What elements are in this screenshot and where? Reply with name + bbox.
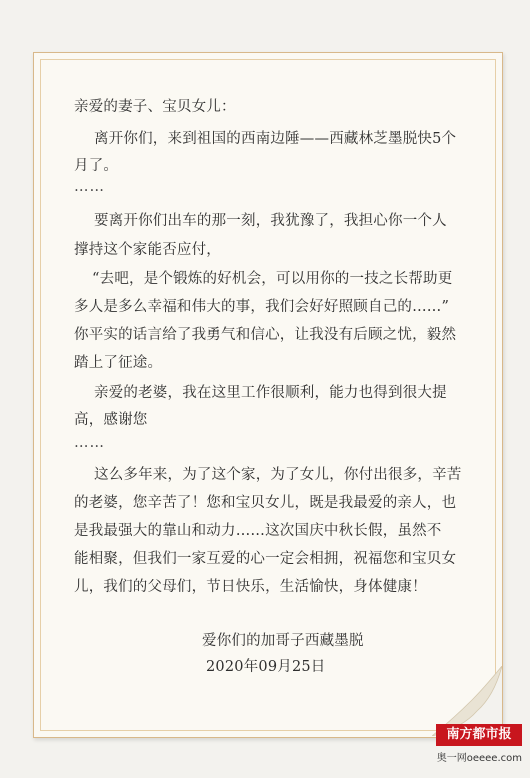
ellipsis-line: …… [74, 179, 105, 195]
letter-line: “去吧，是个锻炼的好机会，可以用你的一技之长帮助更 [92, 271, 453, 287]
letter-line: 离开你们，来到祖国的西南边陲——西藏林芝墨脱快5个 [94, 131, 457, 147]
letter-line: 要离开你们出车的那一刻，我犹豫了，我担心你一个人 [94, 213, 447, 229]
letter-paper [33, 52, 503, 738]
letter-line: 高，感谢您 [74, 412, 148, 428]
ellipsis-line: …… [74, 435, 105, 451]
letter-line: 这么多年来，为了这个家，为了女儿，你付出很多，辛苦 [94, 467, 462, 483]
signature: 爱你们的加哥子西藏墨脱 [202, 633, 364, 649]
letter-line: 踏上了征途。 [74, 355, 163, 371]
website-watermark: 奥一网oeeee.com [436, 753, 522, 764]
letter-line: 多人是多么幸福和伟大的事，我们会好好照顾自己的……” [74, 299, 450, 315]
newspaper-logo: 南方都市报 [436, 724, 522, 746]
letter-line: 的老婆，您辛苦了！您和宝贝女儿，既是我最爱的亲人，也 [74, 495, 457, 511]
letter-line: 你平实的话言给了我勇气和信心，让我没有后顾之忧，毅然 [74, 327, 457, 343]
letter-line: 亲爱的老婆，我在这里工作很顺利，能力也得到很大提 [94, 385, 447, 401]
letter-date: 2020年09月25日 [206, 659, 326, 675]
letter-line: 儿，我们的父母们，节日快乐，生活愉快，身体健康！ [74, 579, 427, 595]
letter-line: 能相聚，但我们一家互爱的心一定会相拥，祝福您和宝贝女 [74, 551, 457, 567]
letter-line: 是我最强大的靠山和动力……这次国庆中秋长假，虽然不 [74, 523, 442, 539]
salutation: 亲爱的妻子、宝贝女儿： [74, 99, 236, 115]
letter-line: 撑持这个家能否应付， [74, 242, 221, 258]
letter-line: 月了。 [74, 158, 119, 174]
